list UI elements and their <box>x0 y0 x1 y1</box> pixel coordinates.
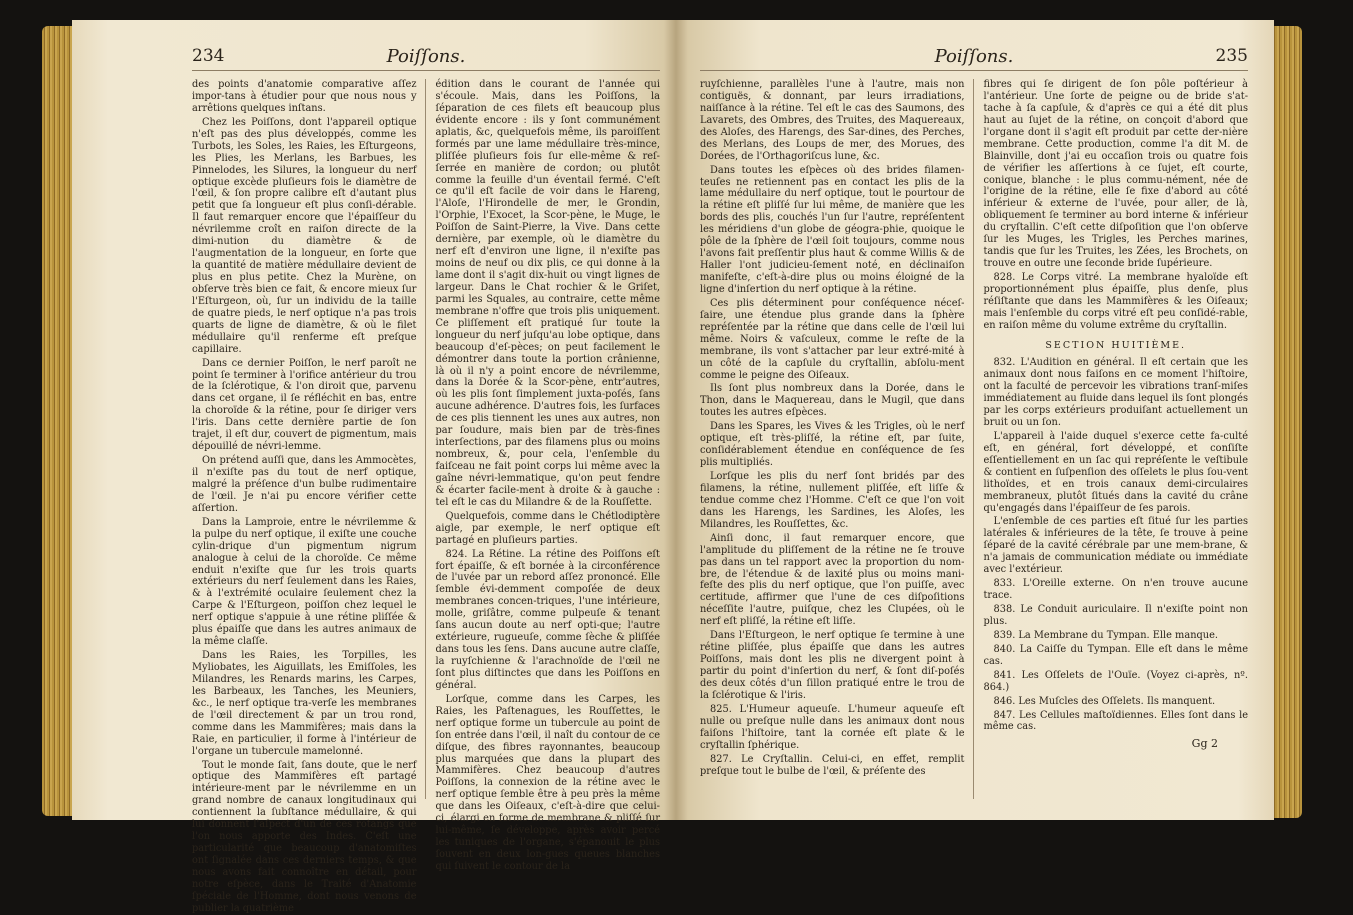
paragraph: Dans les Spares, les Vives & les Trigles, où le nerf optique, eſt très-pliſſé, la rétine eſt, par ſuite, conſidérablement étendue en conſéquence de ſes plis multipliés. <box>700 421 965 469</box>
paragraph: 833. L'Oreille externe. On n'en trouve aucune trace. <box>983 578 1248 602</box>
paragraph: 839. La Membrane du Tympan. Elle manque. <box>993 629 1218 641</box>
paragraph: Ils ſont plus nombreux dans la Dorée, dans le Thon, dans le Maquereau, dans le Mugil, que dans toutes les autres eſpèces. <box>700 383 965 419</box>
paragraph: fibres qui ſe dirigent de ſon pôle poſtérieur à l'antérieur. Une ſorte de peigne ou de bride s'at-tache à ſa capſule, & d'après ce qui a été dit plus haut au ſujet de la rétine, on conçoit d'abord que l'organe dont il s'agit eſt produit par cette der-nière membrane. Cette production, comme l'a dit M. de Blainville, dont j'ai eu occaſion trois ou quatre fois de vérifier les aſſertions à ce ſujet, eſt courte, conique, blanche : le plus commu-nément, née de l'origine de la rétine, elle ſe fixe d'abord au côté inférieur & externe de l'uvée, pour aller, de là, obliquement ſe terminer au bord interne & inférieur du cryſtallin. C'eſt cette diſpoſition que l'on obſerve ſur les Muges, les Trigles, les Perches marines, tandis que ſur les Truites, les Zées, les Brochets, on trouve en outre une ſeconde bride ſupérieure. <box>983 79 1248 270</box>
paragraph: ruyſchienne, parallèles l'une à l'autre, mais non contiguës, & donnant, par leurs irradiations, naiſſance à la rétine. Tel eſt le cas des Saumons, des Lavarets, des Ombres, des Truites, des Maquereaux, des Aloſes, des Harengs, des Sar-dines, des Perches, des Merlans, des Loups de mer, des Morues, des Dorées, de l'Orthagoriſcus lune, &c. <box>700 79 965 162</box>
right-page-header <box>700 42 1248 71</box>
paragraph: 827. Le Cryſtallin. Celui-ci, en effet, remplit preſque tout le bulbe de l'œil, & préſente des <box>700 753 965 777</box>
left-running-head: Poiſſons. <box>386 46 466 67</box>
paragraph: 841. Les Oſſelets de l'Ouïe. (Voyez ci-après, nº. 864.) <box>983 669 1248 693</box>
left-column-2 <box>435 79 661 872</box>
paragraph: 846. Les Muſcles des Oſſelets. Ils manquent. <box>993 695 1216 707</box>
left-page <box>72 20 676 914</box>
paragraph: Dans l'Eſturgeon, le nerf optique ſe termine à une rétine pliſſée, plus épaiſſe que dans les autres Poiſſons, mais dont les plis ne divergent point à partir du point d'inſertion du nerf, & ſont diſ-poſés des deux côtés d'un ſillon pratiqué entre le trou de la ſclérotique & l'iris. <box>700 630 965 701</box>
left-page-number: 234 <box>192 46 225 66</box>
paragraph: 840. La Caiſſe du Tympan. Elle eſt dans le même cas. <box>983 643 1248 667</box>
paragraph: Lorſque, comme dans les Carpes, les Raies, les Paſtenagues, les Rouſſettes, le nerf optique forme un tubercule au point de ſon entrée dans l'œil, il naît du contour de ce diſque, des fibres rayonnantes, beaucoup plus marquées que dans la plupart des Mammifères. Chez beaucoup d'autres Poiſſons, la connexion de la rétine avec le nerf optique ſemble être à peu près la même que dans les Oiſeaux, c'eſt-à-dire que celui-ci, élargi en forme de membrane & pliſſé ſur lui-même, ſe développe, après avoir percé les tuniques de l'organe, s'épanouit le plus ſouvent en deux lon-gues queues blanches qui ſuivent le contour de la <box>435 693 660 872</box>
paragraph: Tout le monde ſait, ſans doute, que le nerf optique des Mammifères eſt partagé intérieure-ment par le névrilemme en un grand nombre de canaux longitudinaux qui contiennent la ſubſtance médullaire, & qui lui donnent l'aſpect d'un de ces rotangs que l'on nous apporte des Indes. C'eſt une particularité que beaucoup d'anatomiſtes ont ſignalée dans ces derniers temps, & que nous avons fait connoître en détail, pour notre eſpèce, dans le Traité d'Anatomie ſpéciale de l'Homme, dont nous venons de publier la quatrième <box>192 759 417 914</box>
section-title: SECTION HUITIÈME. <box>1045 339 1187 351</box>
right-running-head: Poiſſons. <box>934 46 1014 67</box>
paragraph: Chez les Poiſſons, dont l'appareil optique n'eſt pas des plus développés, comme les Turbots, les Soles, les Raies, les Eſturgeons, les Plies, les Merlans, les Barbues, les Pinnelodes, les Silures, la longueur du nerf optique excède pluſieurs fois le diamètre de l'œil, & ſon propre calibre eſt d'autant plus petit que ſa longueur eſt plus conſi-dérable. Il faut remarquer encore que l'épaiſſeur du névrilemme croît en raiſon directe de la dimi-nution du diamètre & de l'augmentation de la longueur, en ſorte que la quantité de matière médullaire devient de plus en plus petite. Chez la Murène, on obſerve très bien ce fait, & encore mieux ſur l'Eſturgeon, où, ſur un individu de la taille de quatre pieds, le nerf optique n'a pas trois quarts de ligne de diamètre, & où le filet médullaire qu'il renferme eſt preſque capillaire. <box>192 116 417 355</box>
paragraph: On prétend auſſi que, dans les Ammocètes, il n'exiſte pas du tout de nerf optique, malgré la préſence d'un bulbe rudimentaire de l'œil. Je n'ai pu encore vérifier cette aſſertion. <box>192 455 417 514</box>
book-edge-left <box>42 26 76 816</box>
right-page-number: 235 <box>1215 46 1248 66</box>
paragraph: 832. L'Audition en général. Il eſt certain que les animaux dont nous faiſons en ce moment l'hiſtoire, ont la faculté de percevoir les vibrations tranſ-miſes immédiatement au fluide dans lequel ils ſont plongés par les corps extérieurs produiſant actuellement un bruit ou un ſon. <box>983 357 1248 428</box>
right-column-2 <box>984 79 1249 799</box>
paragraph: Quelquefois, comme dans le Chétlodiptère aigle, par exemple, le nerf optique eſt partagé en pluſieurs parties. <box>435 510 660 546</box>
right-column-1 <box>700 79 974 799</box>
paragraph: 838. Le Conduit auriculaire. Il n'exiſte point non plus. <box>983 604 1248 627</box>
paragraph: 828. Le Corps vitré. La membrane hyaloïde eſt proportionnément plus épaiſſe, plus denſe, plus réſiſtante que dans les Mammifères & les Oiſeaux; mais l'enſemble du corps vitré eſt peu conſidé-rable, en raiſon même du volume extrême du cryſtallin. <box>983 272 1248 331</box>
paragraph: 824. La Rétine. La rétine des Poiſſons eſt fort épaiſſe, & eſt bornée à la circonférence de l'uvée par un rebord aſſez prononcé. Elle ſemble évi-demment compoſée de deux membranes concen-triques, l'une intérieure, molle, griſâtre, comme pulpeuſe & tenant ſans aucun doute au nerf opti-que; l'autre extérieure, rugueuſe, comme ſèche & pliſſée dans tous les ſens. Dans aucune autre claſſe, la ruyſchienne & l'arachnoïde de l'œil ne ſont plus diſtinctes que dans les Poiſſons en général. <box>435 548 660 691</box>
paragraph: Dans les Raies, les Torpilles, les Myliobates, les Aiguillats, les Emiſſoles, les Milandres, les Renards marins, les Carpes, les Barbeaux, les Tanches, les Meuniers, &c., le nerf optique tra-verſe les membranes de l'œil directement & par un trou rond, comme dans les Mammifères; mais dans la Raie, en particulier, il forme à l'intérieur de l'organe un tubercule mamelonné. <box>192 650 417 757</box>
paragraph: Ainſi donc, il faut remarquer encore, que l'amplitude du pliſſement de la rétine ne ſe trouve pas dans un tel rapport avec la proportion du nom-bre, de l'étendue & de laxité plus ou moins mani-feſte des plis du nerf optique, que l'on puiſſe, avec certitude, affirmer que l'une de ces diſpoſitions néceſſite l'autre, puiſque, chez les Clupées, où le nerf eſt pliſſé, la rétine eſt liſſe. <box>700 532 965 628</box>
paragraph: Dans ce dernier Poiſſon, le nerf paroît ne point ſe terminer à l'orifice antérieur du trou de la ſclérotique, & l'on diroit que, parvenu dans cet organe, il ſe réfléchit en bas, entre la choroïde & la rétine, pour ſe diriger vers l'iris. Dans cette dernière partie de ſon trajet, il eſt dur, couvert de pigmentum, mais dépouillé de névri-lemme. <box>192 357 417 453</box>
left-page-header <box>192 42 660 71</box>
paragraph: L'appareil à l'aide duquel s'exerce cette fa-culté eſt, en général, fort développé, et conſiſte eſſentiellement en un ſac qui repréſente le veſtibule & contient en ſuſpenſion des oſſelets le plus ſou-vent lithoïdes, et en trois canaux demi-circulaires membraneux, plutôt ſitués dans la cavité du crâne qu'engagés dans l'épaiſſeur de ſes parois. <box>983 430 1248 514</box>
right-page <box>676 20 1274 820</box>
paragraph: Ces plis déterminent pour conſéquence néceſ-ſaire, une étendue plus grande dans la ſphère repréſentée par la rétine que dans celle de l'œil lui même. Noirs & vaſculeux, comme le reſte de la membrane, ils vont s'attacher par leur extré-mité à un côté de la capſule du cryſtallin, abſolu-ment comme le peigne des Oiſeaux. <box>700 297 965 381</box>
signature-mark: Gg 2 <box>1191 737 1218 751</box>
paragraph: Lorſque les plis du nerf ſont bridés par des filamens, la rétine, nullement pliſſée, eſt liſſe & tendue comme chez l'Homme. C'eſt ce que l'on voit dans les Harengs, les Sardines, les Aloſes, les Milandres, les Rouſſettes, &c. <box>700 471 965 530</box>
paragraph: des points d'anatomie comparative aſſez impor-tans à étudier pour que nous nous y arrêtions quelques inſtans. <box>192 79 417 114</box>
left-column-1 <box>192 79 426 914</box>
paragraph: 847. Les Cellules maſtoïdiennes. Elles ſont dans le même cas. <box>983 709 1248 733</box>
paragraph: Dans la Lamproie, entre le névrilemme & la pulpe du nerf optique, il exiſte une couche cylin-drique d'un pigmentum nigrum analogue à celui de la choroïde. Ce même enduit n'exiſte que ſur les trois quarts extérieurs du nerf ſeulement dans les Raies, & à l'extrémité oculaire ſeulement chez la Carpe & l'Eſturgeon, poiſſon chez lequel le nerf optique s'appuie à une rétine pliſſée & plus épaiſſe que dans les autres animaux de la même claſſe. <box>192 516 417 648</box>
paragraph: 825. L'Humeur aqueuſe. L'humeur aqueuſe eſt nulle ou preſque nulle dans les animaux dont nous faiſons l'hiſtoire, tant la cornée eſt plate & le cryſtallin ſphérique. <box>700 703 965 751</box>
paragraph: Dans toutes les eſpèces où des brides filamen-teuſes ne retiennent pas en contact les plis de la lame médullaire du nerf optique, tout le pourtour de la rétine eſt pliſſé ſur lui même, de manière que les bords des plis, couchés l'un ſur l'autre, repréſentent les méridiens d'un globe de géogra-phie, quoique le pôle de la ſphère de l'œil ſoit toujours, comme nous l'avons fait preſſentir plus haut & comme Willis & de Haller l'ont judicieu-ſement noté, en déclinaiſon manifeſte, c'eſt-à-dire plus ou moins éloigné de la ligne d'inſertion du nerf optique à la rétine. <box>700 164 965 295</box>
paragraph: édition dans le courant de l'année qui s'écoule. Mais, dans les Poiſſons, la ſéparation de ces filets eſt beaucoup plus évidente encore : ils y ſont communément aplatis, &c, quelquefois même, ils paroiſſent formés par une lame médullaire très-mince, pliſſée pluſieurs fois ſur elle-même & reſ-ſerrée en manière de cordon; ou plutôt comme la feuille d'un éventail fermé. C'eſt ce qu'il eſt facile de voir dans le Hareng, l'Aloſe, l'Hirondelle de mer, le Grondin, l'Orphie, l'Exocet, la Scor-pène, le Muge, le Poiſſon de Saint-Pierre, la Vive. Dans cette dernière, par exemple, où le diamètre du nerf eſt d'environ une ligne, il n'exiſte pas moins de neuf ou dix plis, ce qui donne à la lame dont il s'agit dix-huit ou vingt lignes de largeur. Dans le Chat rochier & le Griſet, parmi les Squales, au contraire, cette même membrane n'offre que trois plis uniquement. Ce pliſſement eſt pratiqué ſur toute la longueur du nerf juſqu'au lobe optique, dans beaucoup d'eſ-pèces; on peut facilement le démontrer dans toute la portion crânienne, là où il n'y a point encore de névrilemme, dans la Dorée & la Scor-pène, entr'autres, où les plis ſont ſimplement juxta-poſés, ſans aucune adhérence. D'autres fois, les ſurfaces de ces plis tiennent les unes aux autres, non par ſoudure, mais bien par de très-fines interſections, par des filamens plus ou moins nombreux, &, pour cela, l'enſemble du faiſceau ne fait point corps lui même avec la gaîne névri-lemmatique, qu'on peut fendre & écarter facile-ment à droite & à gauche : tel eſt le cas du Milandre & de la Rouſſette. <box>435 79 660 508</box>
book-edge-right <box>1272 26 1302 818</box>
paragraph: L'enſemble de ces parties eſt ſitué ſur les parties latérales & inférieures de la tête, ſe trouve à peine ſéparé de la cavité cérébrale par une mem-brane, & n'a jamais de communication médiate ou immédiate avec l'extérieur. <box>983 516 1248 576</box>
